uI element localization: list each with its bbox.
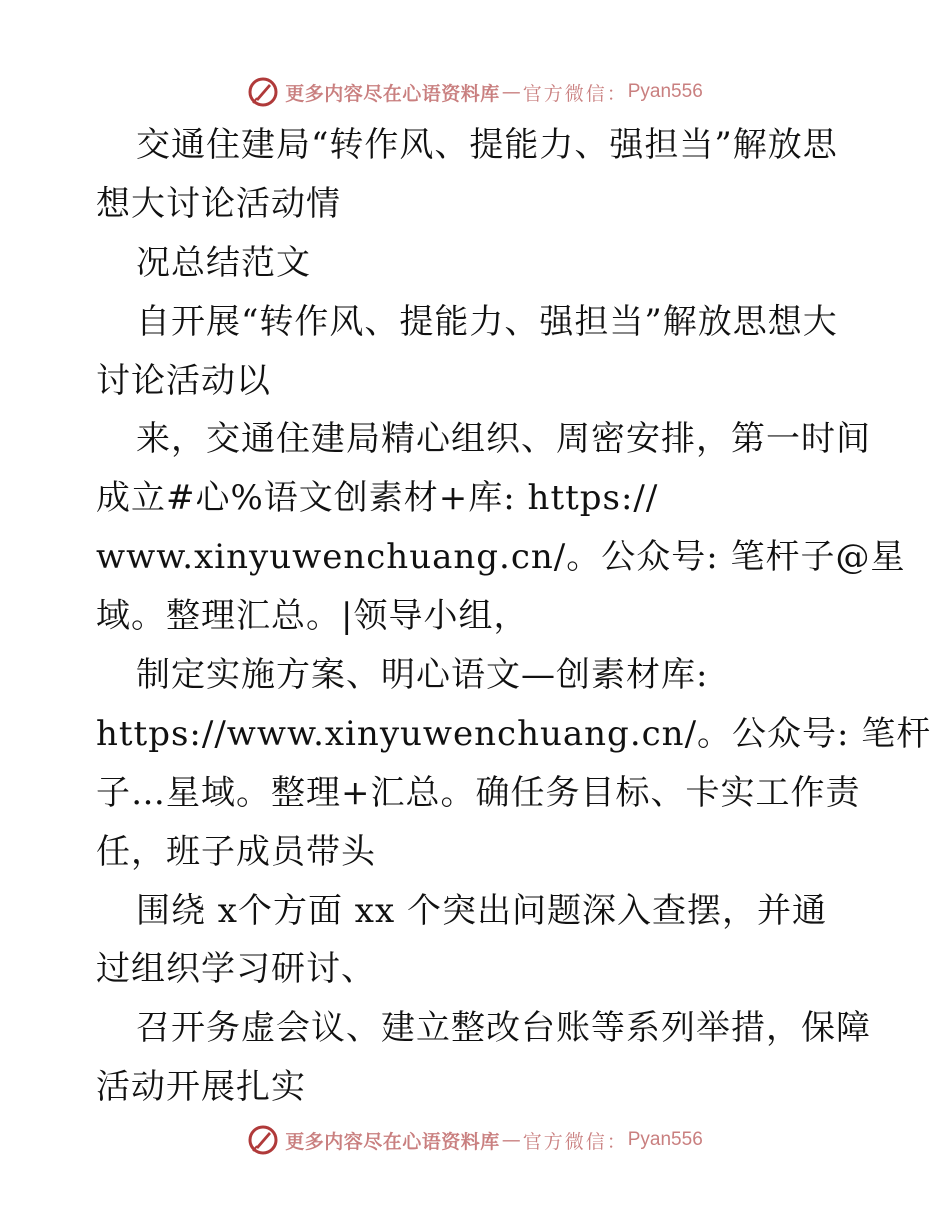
text-line: 想大讨论活动情: [96, 183, 341, 224]
text-line: www.xinyuwenchuang.cn/。公众号: 笔杆子@星: [96, 537, 906, 578]
footer-watermark-banner: [0, 1120, 950, 1160]
banner-wechat-id: Pyan556: [627, 1129, 703, 1150]
text-line: 成立#心%语文创素材+库: https://: [96, 478, 659, 519]
banner-wechat-label: 官方微信：: [522, 82, 628, 105]
text-line: 过组织学习研讨、: [96, 949, 376, 990]
text-line: 自开展“转作风、提能力、强担当”解放思想大: [136, 301, 838, 342]
text-line: 活动开展扎实: [96, 1067, 306, 1108]
banner-separator: —: [501, 1129, 521, 1151]
text-line: 来，交通住建局精心组织、周密安排，第一时间: [136, 419, 871, 460]
text-line: https://www.xinyuwenchuang.cn/。公众号: 笔杆: [96, 713, 932, 754]
text-line: 域。整理汇总。|领导小组，: [96, 596, 529, 637]
header-watermark-banner: [0, 72, 950, 112]
quill-logo-icon: [247, 76, 279, 108]
quill-logo-icon: [247, 1124, 279, 1156]
banner-wechat-label: 官方微信：: [522, 1130, 628, 1153]
text-line: 制定实施方案、明心语文—创素材库:: [136, 655, 709, 696]
text-line: 围绕 x个方面 xx 个突出问题深入查摆，并通: [136, 890, 827, 931]
banner-brand-text: 更多内容尽在心语资料库: [285, 1130, 500, 1153]
banner-separator: —: [501, 81, 521, 103]
text-line: 任，班子成员带头: [96, 831, 376, 872]
document-body: [96, 116, 932, 1117]
text-line: 讨论活动以: [96, 360, 271, 401]
text-line: 子…星域。整理+汇总。确任务目标、卡实工作责: [96, 772, 861, 813]
text-line: 交通住建局“转作风、提能力、强担当”解放思: [136, 125, 838, 165]
text-line: 召开务虚会议、建立整改台账等系列举措，保障: [136, 1008, 871, 1049]
banner-wechat-id: Pyan556: [627, 81, 703, 102]
text-line: 况总结范文: [136, 242, 311, 283]
banner-brand-text: 更多内容尽在心语资料库: [285, 82, 500, 105]
